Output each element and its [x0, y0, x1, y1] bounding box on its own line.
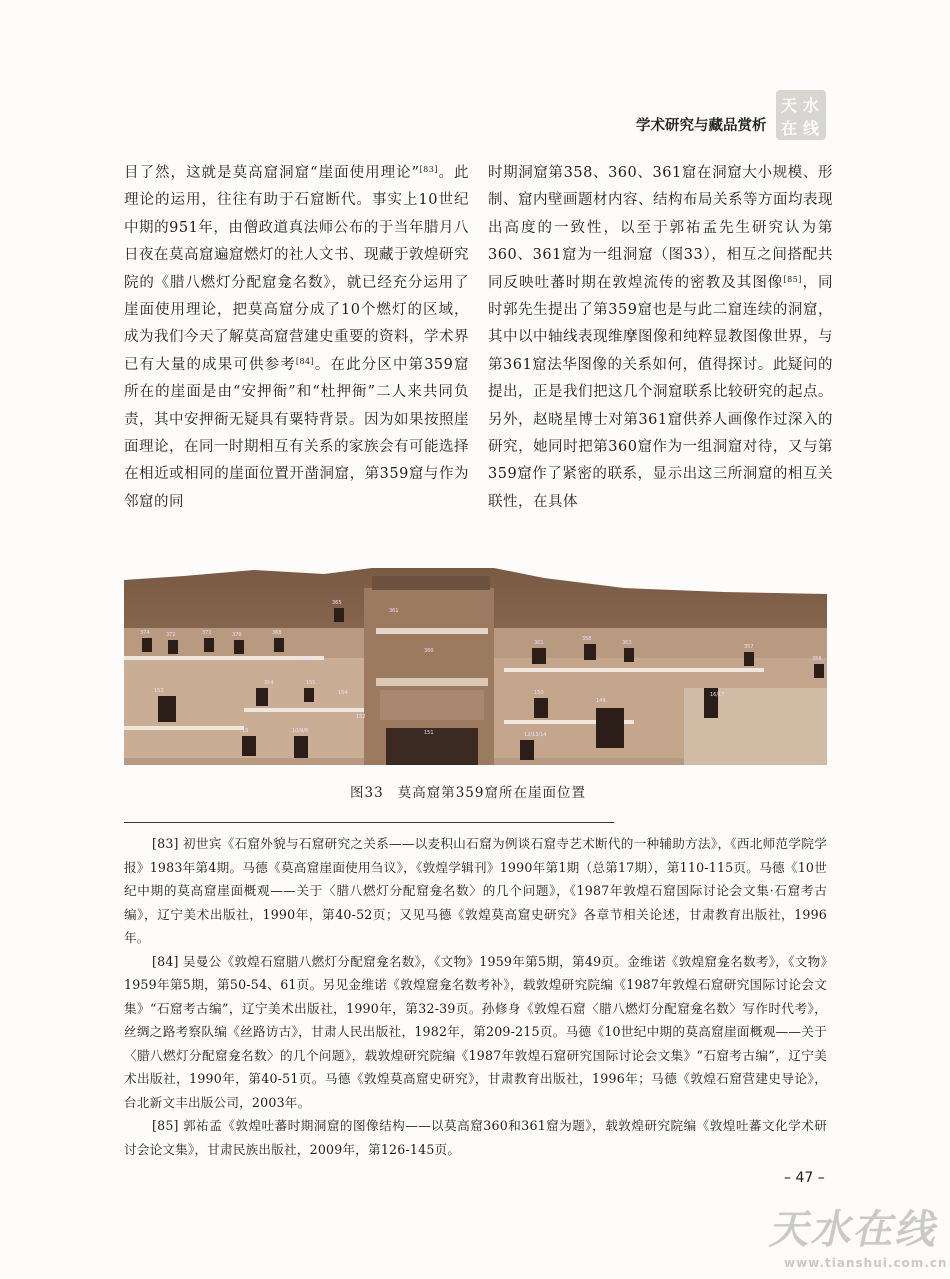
- cave-number-label: 357: [744, 644, 754, 650]
- cave-number-label: 361: [389, 608, 399, 614]
- cave-number-label: 365: [332, 600, 342, 606]
- cave-number-label: 358: [582, 636, 592, 642]
- seal-char: 线: [803, 119, 820, 138]
- footnote-ref[interactable]: [84]: [295, 356, 315, 366]
- cave-number-label: 151: [424, 730, 434, 736]
- cave-number-label: 154: [338, 690, 348, 696]
- footnotes: [124, 832, 827, 1161]
- figure-label: 图33: [350, 785, 384, 801]
- cave-number-label: 372: [166, 632, 176, 638]
- header-seal-logo: [776, 90, 826, 140]
- footnote-item: [85] 郭祐孟《敦煌吐蕃时期洞窟的图像结构——以莫高窟360和361窟为题》，载敦煌研究院编《敦煌吐蕃文化学术研讨会论文集》，甘肃民族出版社，2009年，第126-145页。: [124, 1118, 827, 1157]
- seal-char: 水: [803, 96, 820, 115]
- cave-number-label: 360: [424, 648, 434, 654]
- cave-number-label: 152: [356, 714, 366, 720]
- cliff-face-photo: [124, 568, 827, 765]
- body-paragraph: 时期洞窟第358、360、361窟在洞窟大小规模、形制、窟内壁画题材内容、结构布局关系等方面均表现出高度的一致性，以至于郭祐孟先生研究认为第360、361窟为一组洞窟（图33），相互之间搭配共同反映吐蕃时期在敦煌流传的密教及其图像[85]，同时郭先生提出了第359窟也是与此二窟连续的洞窟，其中以中轴线表现维摩图像和纯粹显教图像世界，与第361窟法华图像的关系如何，值得探讨。此疑问的提出，正是我们把这几个洞窟联系比较研究的起点。另外，赵晓星博士对第361窟供养人画像作过深入的研究，她同时把第360窟作为一组洞窟对待，又与第359窟作了紧密的联系，显示出这三所洞窟的相互关联性，在具体: [488, 165, 834, 510]
- cave-number-label: 371: [202, 630, 212, 636]
- body-paragraph: 目了然，这就是莫高窟洞窟“崖面使用理论”[83]。此理论的运用，往往有助于石窟断代。事实上10世纪中期的951年，由僧政道真法师公布的于当年腊月八日夜在莫高窟遍窟燃灯的社人文书、现藏于敦煌研究院的《腊八燃灯分配窟龛名数》，就已经充分运用了崖面使用理论，把莫高窟分成了10个燃灯的区域，成为我们今天了解莫高窟营建史重要的资料，学术界已有大量的成果可供参考[84]。在此分区中第359窟所在的崖面是由“安押衙”和“杜押衙”二人来共同负责，其中安押衙无疑具有粟特背景。因为如果按照崖面理论，在同一时期相互有关系的家族会有可能选择在相近或相同的崖面位置开凿洞窟，第359窟与作为邻窟的同: [124, 165, 470, 510]
- cave-number-label: 150: [534, 690, 544, 696]
- cave-number-label: 374: [140, 630, 150, 636]
- cave-number-label: 155: [306, 680, 316, 686]
- figure-caption: [0, 781, 950, 801]
- left-text-column: [124, 160, 469, 516]
- watermark-url: www.tianshui.com.cn: [784, 1256, 948, 1270]
- cave-number-label: 366: [300, 656, 310, 662]
- cave-number-label: 363: [622, 640, 632, 646]
- watermark-logo: [768, 1196, 950, 1279]
- cave-number-label: 19: [242, 728, 249, 734]
- figure-caption-text: 莫高窟第359窟所在崖面位置: [397, 785, 586, 801]
- cave-number-label: 361: [534, 640, 544, 646]
- cave-number-label: 153: [154, 688, 164, 694]
- running-header: 学术研究与藏品赏析: [636, 118, 767, 134]
- cave-number-label: 356: [812, 656, 822, 662]
- cave-number-label: 16/17: [710, 692, 725, 698]
- cave-number-label: 149: [596, 698, 606, 704]
- footnote-ref[interactable]: [85]: [783, 274, 802, 284]
- footnote-item: [84] 吴曼公《敦煌石窟腊八燃灯分配窟龛名数》，《文物》1959年第5期，第49页。金维诺《敦煌窟龛名数考》，《文物》1959年第5期，第50-54、61页。另见金维诺《敦煌窟龛名数考补》，载敦煌研究院编《1987年敦煌石窟研究国际讨论会文集》“石窟考古编”，辽宁美术出版社，1990年，第32-39页。孙修身《敦煌石窟〈腊八燃灯分配窟龛名数〉写作时代考》，丝绸之路考察队编《丝路访古》，甘肃人民出版社，1982年，第209-215页。马德《10世纪中期的莫高窟崖面概观——关于〈腊八燃灯分配窟龛名数〉的几个问题》，载敦煌研究院编《1987年敦煌石窟研究国际讨论会文集》“石窟考古编”，辽宁美术出版社，1990年，第40-51页。马德《敦煌莫高窟史研究》，甘肃教育出版社，1996年；马德《敦煌石窟营建史导论》，台北新文丰出版公司，2003年。: [124, 953, 827, 1110]
- footnote-item: [83] 初世宾《石窟外貌与石窟研究之关系——以麦积山石窟为例谈石窟寺艺术断代的一种辅助方法》，《西北师范学院学报》1983年第4期。马德《莫高窟崖面使用刍议》，《敦煌学辑刊》1990年第1期（总第17期），第110-115页。马德《10世纪中期的莫高窟崖面概观——关于〈腊八燃灯分配窟龛名数〉的几个问题》，《1987年敦煌石窟国际讨论会文集·石窟考古编》，辽宁美术出版社，1990年，第40-52页；又见马德《敦煌莫高窟史研究》各章节相关论述，甘肃教育出版社，1996年。: [124, 836, 827, 945]
- cave-number-label: 12/13/14: [524, 732, 547, 738]
- footnote-divider: [124, 822, 614, 823]
- page-number: – 47 –: [784, 1170, 825, 1186]
- right-text-column: [488, 160, 833, 516]
- cave-number-label: 370: [232, 632, 242, 638]
- watermark-text: 天水在线: [766, 1207, 945, 1253]
- cave-number-label: 354: [264, 680, 274, 686]
- cave-number-label: 368: [272, 630, 282, 636]
- cave-number-label: 10/9/8: [292, 728, 309, 734]
- seal-char: 天: [781, 96, 798, 115]
- seal-char: 在: [781, 119, 798, 138]
- footnote-ref[interactable]: [83]: [419, 165, 438, 174]
